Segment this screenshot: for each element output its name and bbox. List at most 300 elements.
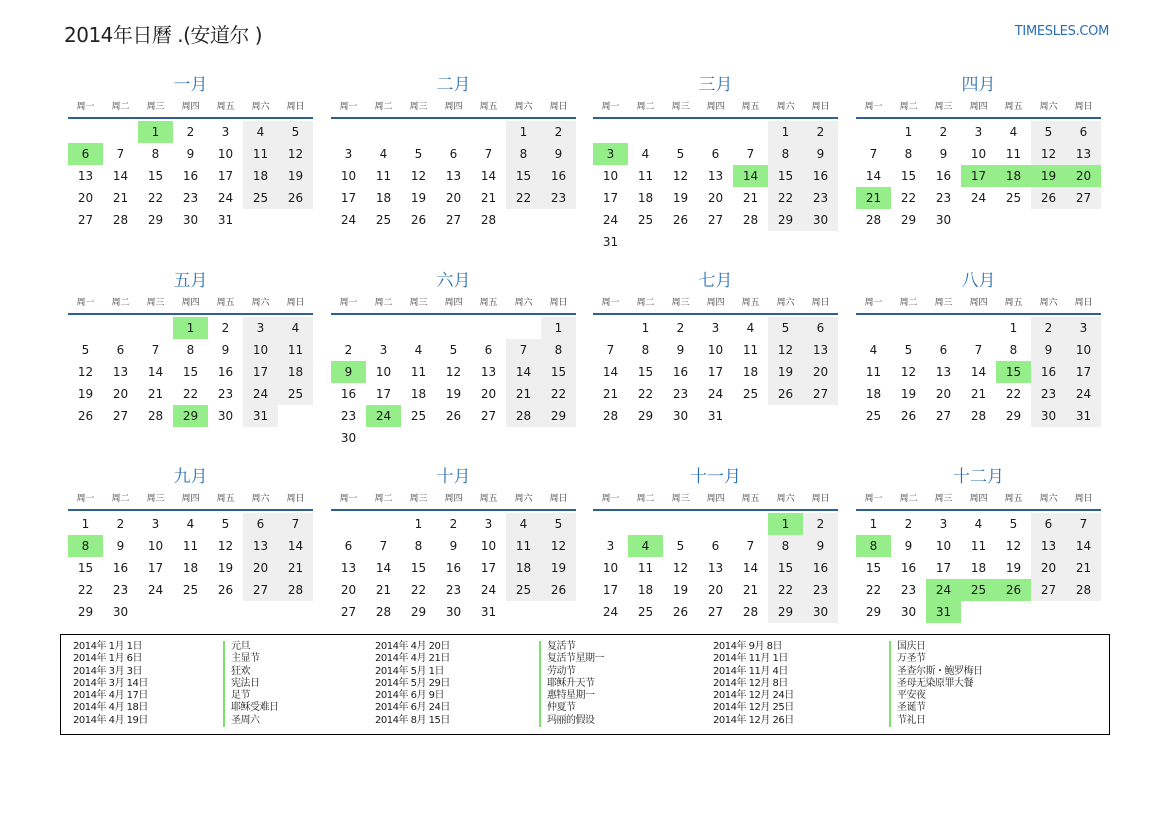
weekday-label: 周五 <box>1004 298 1023 308</box>
day-cell: 11 <box>637 169 654 183</box>
weekday-label: 周一 <box>601 298 620 308</box>
day-cell: 19 <box>1005 561 1022 575</box>
day-cell: 8 <box>768 535 803 557</box>
day-cell: 23 <box>1031 383 1066 405</box>
day-cell: 16 <box>935 169 952 183</box>
day-cell: 2 <box>676 321 685 335</box>
weekday-header <box>593 101 838 117</box>
day-cell: 15 <box>637 365 654 379</box>
weekday-header <box>68 493 313 509</box>
day-cell: 16 <box>1031 361 1066 383</box>
holiday-day-cell: 15 <box>996 361 1031 383</box>
day-cell: 5 <box>414 147 423 161</box>
weekday-label: 周日 <box>549 494 568 504</box>
day-cell: 23 <box>112 583 129 597</box>
day-cell: 21 <box>970 387 987 401</box>
weekday-header <box>856 297 1101 313</box>
day-cell: 15 <box>865 561 882 575</box>
day-cell: 5 <box>1009 517 1018 531</box>
weekday-header <box>331 297 576 313</box>
day-cell: 26 <box>672 605 689 619</box>
day-grid <box>68 121 313 231</box>
holiday-date: 2014年 4月 20日 <box>375 641 450 652</box>
empty-cell <box>698 121 733 143</box>
empty-cell <box>331 317 366 339</box>
weekday-label: 周一 <box>76 298 95 308</box>
month-name: 九月 <box>173 467 208 487</box>
weekday-label: 周三 <box>146 494 165 504</box>
holiday-name: 圣母无染原罪大餐 <box>897 677 973 689</box>
holiday-name: 圣查尔斯・鲍罗梅日 <box>897 665 983 677</box>
day-cell: 6 <box>116 343 125 357</box>
day-cell: 3 <box>711 321 720 335</box>
day-cell: 5 <box>449 343 458 357</box>
day-cell: 23 <box>803 579 838 601</box>
month-name: 二月 <box>436 75 471 95</box>
day-cell: 13 <box>112 365 129 379</box>
day-cell: 22 <box>900 191 917 205</box>
day-cell: 27 <box>445 213 462 227</box>
day-cell: 23 <box>803 187 838 209</box>
holiday-day-cell: 20 <box>1066 165 1101 187</box>
weekday-label: 周日 <box>811 102 830 112</box>
weekday-label: 周日 <box>1074 102 1093 112</box>
weekday-label: 周六 <box>776 298 795 308</box>
day-cell: 23 <box>672 387 689 401</box>
holiday-day-cell: 29 <box>173 405 208 427</box>
day-cell: 16 <box>803 165 838 187</box>
day-cell: 22 <box>506 187 541 209</box>
day-cell: 16 <box>217 365 234 379</box>
day-cell: 12 <box>217 539 234 553</box>
day-cell: 7 <box>506 339 541 361</box>
day-cell: 22 <box>182 387 199 401</box>
day-cell: 10 <box>375 365 392 379</box>
empty-cell <box>856 317 891 339</box>
day-cell: 21 <box>1066 557 1101 579</box>
day-cell: 1 <box>904 125 913 139</box>
day-cell: 24 <box>707 387 724 401</box>
month-name: 一月 <box>173 75 208 95</box>
day-cell: 18 <box>506 557 541 579</box>
day-cell: 7 <box>484 147 493 161</box>
empty-cell <box>471 121 506 143</box>
header-rule <box>856 509 1101 511</box>
day-cell: 3 <box>606 539 615 553</box>
day-cell: 5 <box>676 539 685 553</box>
day-cell: 6 <box>243 513 278 535</box>
holiday-day-cell: 18 <box>996 165 1031 187</box>
day-cell: 14 <box>375 561 392 575</box>
empty-cell <box>593 513 628 535</box>
day-cell: 17 <box>602 191 619 205</box>
holiday-day-cell: 17 <box>961 165 996 187</box>
empty-cell <box>593 121 628 143</box>
holiday-day-cell: 24 <box>366 405 401 427</box>
holiday-date: 2014年 8月 15日 <box>375 714 450 726</box>
day-cell: 20 <box>707 583 724 597</box>
empty-cell <box>366 513 401 535</box>
header-rule <box>331 117 576 119</box>
empty-cell <box>891 317 926 339</box>
weekday-label: 周三 <box>146 298 165 308</box>
day-grid <box>68 317 313 427</box>
brand-link[interactable]: TIMESLES.COM <box>1014 24 1109 39</box>
weekday-label: 周一 <box>601 494 620 504</box>
day-cell: 21 <box>375 583 392 597</box>
holiday-name: 狂欢 <box>231 665 250 677</box>
empty-cell <box>436 317 471 339</box>
holiday-day-cell: 8 <box>856 535 891 557</box>
day-cell: 30 <box>217 409 234 423</box>
day-cell: 6 <box>484 343 493 357</box>
holiday-date: 2014年 12月 26日 <box>713 714 794 726</box>
empty-cell <box>733 121 768 143</box>
day-cell: 8 <box>641 343 650 357</box>
holiday-date: 2014年 12月 25日 <box>713 702 794 714</box>
day-cell: 22 <box>147 191 164 205</box>
day-cell: 13 <box>243 535 278 557</box>
day-cell: 28 <box>112 213 129 227</box>
holiday-date: 2014年 4月 19日 <box>73 714 148 726</box>
day-cell: 22 <box>77 583 94 597</box>
day-cell: 20 <box>1031 557 1066 579</box>
weekday-label: 周六 <box>514 102 533 112</box>
empty-cell <box>366 121 401 143</box>
day-cell: 15 <box>147 169 164 183</box>
day-cell: 26 <box>77 409 94 423</box>
weekday-label: 周四 <box>706 298 725 308</box>
day-cell: 31 <box>1066 405 1101 427</box>
day-cell: 1 <box>869 517 878 531</box>
day-cell: 11 <box>278 339 313 361</box>
day-cell: 5 <box>1031 121 1066 143</box>
header-rule <box>856 313 1101 315</box>
day-cell: 26 <box>1031 187 1066 209</box>
day-cell: 9 <box>676 343 685 357</box>
day-cell: 20 <box>445 191 462 205</box>
day-cell: 9 <box>803 535 838 557</box>
day-cell: 27 <box>77 213 94 227</box>
weekday-label: 周一 <box>864 298 883 308</box>
day-cell: 24 <box>480 583 497 597</box>
day-cell: 12 <box>1005 539 1022 553</box>
day-cell: 22 <box>637 387 654 401</box>
day-cell: 12 <box>278 143 313 165</box>
day-cell: 2 <box>541 121 576 143</box>
empty-cell <box>471 317 506 339</box>
day-cell: 27 <box>1066 187 1101 209</box>
day-cell: 4 <box>278 317 313 339</box>
weekday-label: 周五 <box>741 102 760 112</box>
holiday-name: 耶稣受难日 <box>231 702 279 714</box>
day-grid <box>593 317 838 427</box>
day-cell: 19 <box>278 165 313 187</box>
empty-cell <box>733 513 768 535</box>
day-cell: 20 <box>480 387 497 401</box>
day-cell: 29 <box>637 409 654 423</box>
day-cell: 28 <box>602 409 619 423</box>
weekday-label: 周日 <box>811 298 830 308</box>
day-cell: 6 <box>449 147 458 161</box>
day-cell: 27 <box>243 579 278 601</box>
day-cell: 5 <box>768 317 803 339</box>
day-cell: 13 <box>707 169 724 183</box>
holiday-day-cell: 1 <box>138 121 173 143</box>
day-cell: 9 <box>803 143 838 165</box>
day-cell: 11 <box>375 169 392 183</box>
weekday-label: 周三 <box>409 494 428 504</box>
day-cell: 25 <box>182 583 199 597</box>
day-cell: 2 <box>449 517 458 531</box>
day-cell: 29 <box>900 213 917 227</box>
holiday-name: 足节 <box>231 690 250 702</box>
month-block <box>68 467 313 623</box>
day-cell: 26 <box>900 409 917 423</box>
day-cell: 12 <box>900 365 917 379</box>
weekday-label: 周三 <box>409 102 428 112</box>
holiday-name: 平安夜 <box>897 690 926 702</box>
weekday-label: 周四 <box>706 494 725 504</box>
day-cell: 13 <box>707 561 724 575</box>
day-cell: 28 <box>1066 579 1101 601</box>
empty-cell <box>856 121 891 143</box>
month-name: 五月 <box>173 271 208 291</box>
empty-cell <box>593 317 628 339</box>
day-cell: 19 <box>768 361 803 383</box>
day-cell: 12 <box>541 535 576 557</box>
day-cell: 13 <box>1031 535 1066 557</box>
weekday-label: 周日 <box>1074 494 1093 504</box>
day-cell: 25 <box>742 387 759 401</box>
day-cell: 1 <box>641 321 650 335</box>
day-cell: 14 <box>970 365 987 379</box>
weekday-header <box>593 493 838 509</box>
holiday-date: 2014年 12月 24日 <box>713 690 794 702</box>
day-cell: 3 <box>974 125 983 139</box>
day-cell: 26 <box>768 383 803 405</box>
weekday-label: 周六 <box>1039 298 1058 308</box>
weekday-label: 周三 <box>934 102 953 112</box>
day-cell: 23 <box>541 187 576 209</box>
day-cell: 30 <box>803 601 838 623</box>
day-cell: 2 <box>116 517 125 531</box>
holiday-day-cell: 19 <box>1031 165 1066 187</box>
day-cell: 5 <box>541 513 576 535</box>
day-cell: 4 <box>379 147 388 161</box>
day-cell: 19 <box>541 557 576 579</box>
day-cell: 28 <box>147 409 164 423</box>
weekday-label: 周一 <box>864 102 883 112</box>
day-grid <box>593 121 838 253</box>
day-cell: 20 <box>340 583 357 597</box>
day-cell: 7 <box>151 343 160 357</box>
holiday-day-cell: 1 <box>173 317 208 339</box>
day-cell: 26 <box>278 187 313 209</box>
holiday-name: 宪法日 <box>231 677 260 689</box>
holiday-day-cell: 1 <box>768 513 803 535</box>
weekday-label: 周日 <box>286 494 305 504</box>
day-cell: 1 <box>506 121 541 143</box>
day-cell: 18 <box>182 561 199 575</box>
day-cell: 6 <box>1031 513 1066 535</box>
day-cell: 10 <box>480 539 497 553</box>
day-cell: 4 <box>243 121 278 143</box>
weekday-label: 周二 <box>636 494 655 504</box>
day-cell: 10 <box>147 539 164 553</box>
day-cell: 24 <box>1066 383 1101 405</box>
day-cell: 14 <box>147 365 164 379</box>
day-grid <box>856 317 1101 427</box>
holiday-day-cell: 25 <box>961 579 996 601</box>
empty-cell <box>138 317 173 339</box>
weekday-label: 周一 <box>339 298 358 308</box>
day-cell: 31 <box>243 405 278 427</box>
holiday-names-col-3 <box>889 641 983 727</box>
weekday-label: 周六 <box>776 102 795 112</box>
day-cell: 3 <box>1066 317 1101 339</box>
weekday-label: 周六 <box>251 298 270 308</box>
weekday-label: 周三 <box>934 494 953 504</box>
day-cell: 24 <box>217 191 234 205</box>
day-cell: 10 <box>340 169 357 183</box>
header-rule <box>331 509 576 511</box>
day-cell: 12 <box>672 561 689 575</box>
day-cell: 9 <box>449 539 458 553</box>
day-cell: 5 <box>81 343 90 357</box>
day-cell: 29 <box>1005 409 1022 423</box>
day-cell: 27 <box>935 409 952 423</box>
day-cell: 25 <box>243 187 278 209</box>
holiday-date: 2014年 11月 1日 <box>713 653 788 665</box>
day-cell: 10 <box>970 147 987 161</box>
weekday-label: 周四 <box>969 298 988 308</box>
weekday-label: 周四 <box>444 494 463 504</box>
month-name: 十二月 <box>953 467 1004 487</box>
day-cell: 3 <box>379 343 388 357</box>
day-cell: 27 <box>480 409 497 423</box>
empty-cell <box>68 317 103 339</box>
day-cell: 13 <box>803 339 838 361</box>
day-cell: 11 <box>637 561 654 575</box>
holiday-date: 2014年 3月 3日 <box>73 665 143 677</box>
day-cell: 21 <box>602 387 619 401</box>
day-cell: 2 <box>939 125 948 139</box>
day-cell: 13 <box>340 561 357 575</box>
day-cell: 11 <box>243 143 278 165</box>
day-cell: 25 <box>637 605 654 619</box>
weekday-label: 周一 <box>76 494 95 504</box>
holiday-date: 2014年 6月 9日 <box>375 690 445 702</box>
day-cell: 31 <box>707 409 724 423</box>
holiday-name: 圣诞节 <box>897 702 926 714</box>
weekday-label: 周五 <box>1004 102 1023 112</box>
weekday-header <box>331 493 576 509</box>
day-cell: 21 <box>506 383 541 405</box>
holiday-name: 圣周六 <box>231 714 260 726</box>
day-cell: 24 <box>243 383 278 405</box>
day-cell: 27 <box>707 605 724 619</box>
weekday-header <box>331 101 576 117</box>
day-cell: 18 <box>375 191 392 205</box>
day-cell: 25 <box>637 213 654 227</box>
day-cell: 14 <box>742 561 759 575</box>
day-cell: 24 <box>602 213 619 227</box>
day-cell: 11 <box>970 539 987 553</box>
month-block <box>856 75 1101 231</box>
holiday-list <box>60 634 1110 735</box>
day-cell: 10 <box>217 147 234 161</box>
day-cell: 29 <box>865 605 882 619</box>
day-cell: 26 <box>541 579 576 601</box>
day-cell: 12 <box>768 339 803 361</box>
holiday-date: 2014年 11月 4日 <box>713 665 788 677</box>
day-cell: 8 <box>541 339 576 361</box>
empty-cell <box>401 317 436 339</box>
day-cell: 12 <box>410 169 427 183</box>
weekday-label: 周四 <box>969 102 988 112</box>
weekday-label: 周二 <box>899 102 918 112</box>
day-cell: 11 <box>506 535 541 557</box>
day-cell: 25 <box>1005 191 1022 205</box>
day-cell: 15 <box>410 561 427 575</box>
day-cell: 15 <box>768 165 803 187</box>
day-cell: 8 <box>768 143 803 165</box>
day-cell: 29 <box>768 601 803 623</box>
day-cell: 20 <box>707 191 724 205</box>
day-cell: 21 <box>278 557 313 579</box>
weekday-label: 周五 <box>1004 494 1023 504</box>
holiday-names-col-2 <box>539 641 604 727</box>
weekday-label: 周三 <box>671 494 690 504</box>
weekday-label: 周一 <box>601 102 620 112</box>
weekday-label: 周六 <box>776 494 795 504</box>
header-rule <box>593 117 838 119</box>
day-cell: 19 <box>672 583 689 597</box>
holiday-dates-col-1 <box>73 641 148 727</box>
day-cell: 21 <box>480 191 497 205</box>
holiday-dates-col-3 <box>713 641 794 727</box>
day-cell: 18 <box>637 191 654 205</box>
day-cell: 26 <box>217 583 234 597</box>
weekday-label: 周一 <box>339 102 358 112</box>
header-rule <box>68 313 313 315</box>
day-cell: 27 <box>112 409 129 423</box>
day-cell: 7 <box>869 147 878 161</box>
day-cell: 5 <box>676 147 685 161</box>
day-cell: 8 <box>904 147 913 161</box>
day-cell: 9 <box>186 147 195 161</box>
holiday-name: 复活节星期一 <box>547 653 604 665</box>
day-cell: 16 <box>541 165 576 187</box>
weekday-label: 周日 <box>1074 298 1093 308</box>
holiday-day-cell: 6 <box>68 143 103 165</box>
day-cell: 17 <box>480 561 497 575</box>
day-cell: 30 <box>803 209 838 231</box>
holiday-name: 复活节 <box>547 641 576 652</box>
day-cell: 25 <box>278 383 313 405</box>
day-cell: 19 <box>410 191 427 205</box>
header-rule <box>593 509 838 511</box>
holiday-date: 2014年 1月 1日 <box>73 641 143 652</box>
day-cell: 16 <box>672 365 689 379</box>
day-cell: 30 <box>935 213 952 227</box>
weekday-label: 周六 <box>514 298 533 308</box>
day-cell: 17 <box>147 561 164 575</box>
day-cell: 17 <box>340 191 357 205</box>
day-cell: 31 <box>217 213 234 227</box>
day-cell: 15 <box>77 561 94 575</box>
